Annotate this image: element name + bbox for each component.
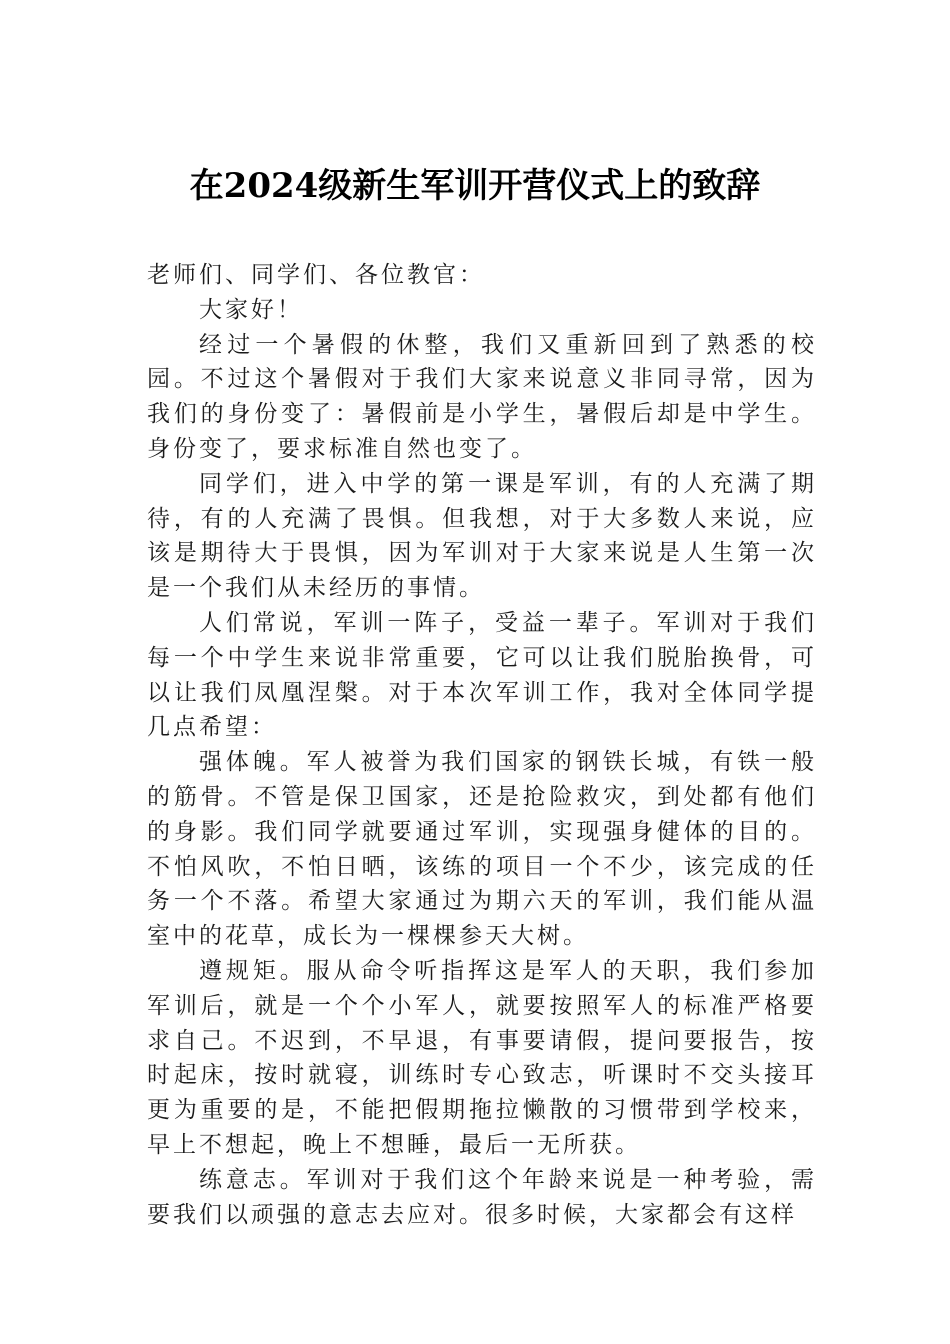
paragraph: 练意志。军训对于我们这个年龄来说是一种考验，需要我们以顽强的意志去应对。很多时候，大家都会有这样 (147, 1166, 817, 1228)
greeting: 大家好！ (199, 296, 303, 323)
paragraph: 遵规矩。服从命令听指挥这是军人的天职，我们参加军训后，就是一个个小军人，就要按照军人的标准严格要求自己。不迟到，不早退，有事要请假，提问要报告，按时起床，按时就寝，训练时专心致志，听课时不交头接耳更为重要的是，不能把假期拖拉懒散的习惯带到学校来，早上不想起，晚上不想睡，最后一无所获。 (147, 957, 817, 1158)
paragraph: 人们常说，军训一阵子，受益一辈子。军训对于我们每一个中学生来说非常重要，它可以让我们脱胎换骨，可以让我们凤凰涅槃。对于本次军训工作，我对全体同学提几点希望： (147, 609, 817, 741)
paragraph: 经过一个暑假的休整，我们又重新回到了熟悉的校园。不过这个暑假对于我们大家来说意义非同寻常，因为我们的身份变了：暑假前是小学生，暑假后却是中学生。身份变了，要求标准自然也变了。 (147, 331, 817, 462)
salutation: 老师们、同学们、各位教官： (147, 262, 485, 288)
document-title: 在2024级新生军训开营仪式上的致辞 (189, 166, 761, 206)
document-body (147, 258, 817, 1232)
paragraph: 同学们，进入中学的第一课是军训，有的人充满了期待，有的人充满了畏惧。但我想，对于大多数人来说，应该是期待大于畏惧，因为军训对于大家来说是人生第一次是一个我们从未经历的事情。 (147, 470, 817, 602)
paragraph: 强体魄。军人被誉为我们国家的钢铁长城，有铁一般的筋骨。不管是保卫国家，还是抢险救灾，到处都有他们的身影。我们同学就要通过军训，实现强身健体的目的。不怕风吹，不怕日晒，该练的项目一个不少，该完成的任务一个不落。希望大家通过为期六天的军训，我们能从温室中的花草，成长为一棵棵参天大树。 (147, 749, 817, 950)
